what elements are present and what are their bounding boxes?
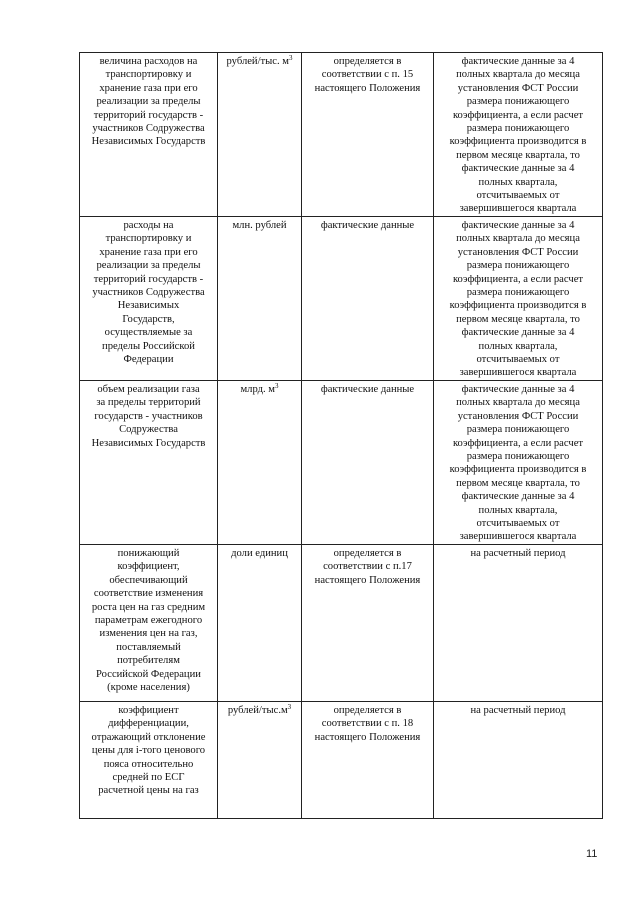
- unit-cell: [218, 381, 302, 545]
- unit-cell: [218, 702, 302, 819]
- table-row: [80, 381, 603, 545]
- table-row: [80, 545, 603, 702]
- source-cell: определяется в соответствии с п. 15 настоящего Положения: [302, 53, 434, 217]
- unit-cell: [218, 545, 302, 702]
- parameter-cell: объем реализации газа за пределы территорий государств - участников Содружества Независимых Государств: [80, 381, 218, 545]
- parameter-cell: величина расходов на транспортировку и хранение газа при его реализации за пределы территорий государств - участников Содружества Независимых Государств: [80, 53, 218, 217]
- source-cell: определяется в соответствии с п. 18 настоящего Положения: [302, 702, 434, 819]
- parameters-table: [79, 52, 603, 819]
- unit-text: рублей/тыс.м: [227, 705, 288, 716]
- unit-superscript: 3: [289, 54, 293, 62]
- period-cell: фактические данные за 4 полных квартала до месяца установления ФСТ России размера понижающего коэффициента, а если расчет размера понижающего коэффициента производится в первом месяце квартала, то фактические данные за 4 полных квартала, отсчитываемых от завершившегося квартала: [434, 381, 603, 545]
- source-cell: определяется в соответствии с п.17 настоящего Положения: [302, 545, 434, 702]
- period-cell: на расчетный период: [434, 545, 603, 702]
- page-number: 11: [586, 848, 598, 860]
- unit-superscript: 3: [275, 382, 279, 390]
- period-cell: на расчетный период: [434, 702, 603, 819]
- parameter-cell: коэффициент дифференциации, отражающий отклонение цены для i-того ценового пояса относительно средней по ЕСГ расчетной цены на газ: [80, 702, 218, 819]
- unit-text: млн. рублей: [232, 220, 287, 231]
- unit-text: доли единиц: [231, 548, 288, 559]
- parameter-cell: понижающий коэффициент, обеспечивающий соответствие изменения роста цен на газ средним параметрам ежегодного изменения цен на газ, поставляемый потребителям Российской Федерации (кроме населения): [80, 545, 218, 702]
- period-cell: фактические данные за 4 полных квартала до месяца установления ФСТ России размера понижающего коэффициента, а если расчет размера понижающего коэффициента производится в первом месяце квартала, то фактические данные за 4 полных квартала, отсчитываемых от завершившегося квартала: [434, 53, 603, 217]
- unit-text: млрд. м: [240, 384, 276, 395]
- table-row: [80, 53, 603, 217]
- table-row: [80, 702, 603, 819]
- unit-cell: [218, 53, 302, 217]
- table-row: [80, 217, 603, 381]
- unit-text: рублей/тыс. м: [226, 56, 289, 67]
- period-cell: фактические данные за 4 полных квартала до месяца установления ФСТ России размера понижающего коэффициента, а если расчет размера понижающего коэффициента производится в первом месяце квартала, то фактические данные за 4 полных квартала, отсчитываемых от завершившегося квартала: [434, 217, 603, 381]
- parameter-cell: расходы на транспортировку и хранение газа при его реализации за пределы территорий государств - участников Содружества Независимых Государств, осуществляемые за пределы Российской Федерации: [80, 217, 218, 381]
- unit-superscript: 3: [287, 703, 292, 711]
- source-cell: фактические данные: [302, 381, 434, 545]
- unit-cell: [218, 217, 302, 381]
- source-cell: фактические данные: [302, 217, 434, 381]
